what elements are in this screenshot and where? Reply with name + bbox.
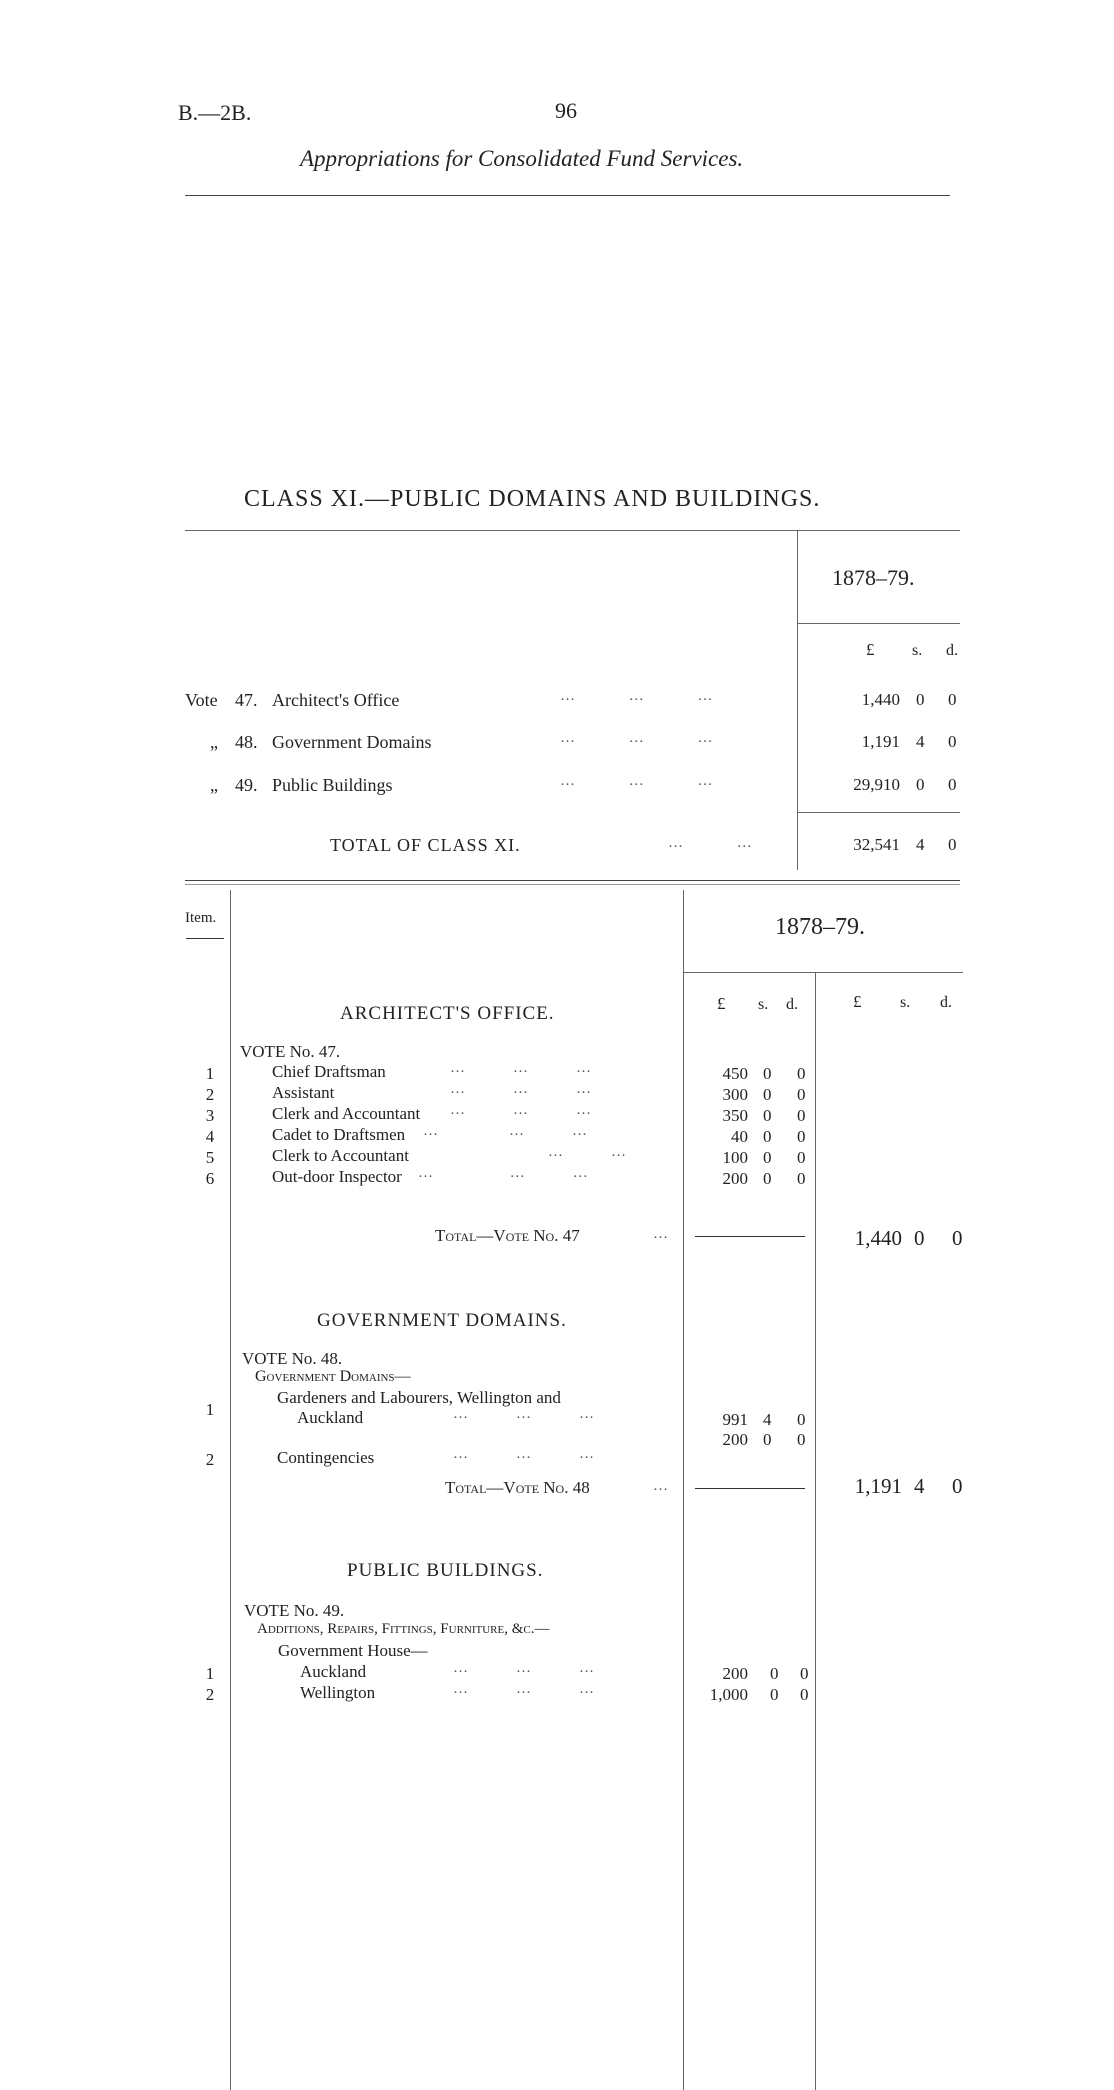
leader-dots: … … … <box>450 1060 593 1076</box>
summary-row-number: 47. <box>235 690 258 710</box>
summary-bottom-rule <box>185 880 960 881</box>
leader-dots: … … <box>668 835 754 851</box>
item-pence: 0 <box>797 1148 806 1167</box>
item-pounds: 450 <box>722 1064 748 1083</box>
item-shillings: 0 <box>763 1148 772 1167</box>
summary-row-pounds: 1,191 <box>861 732 900 751</box>
summary-column-divider <box>797 530 798 870</box>
leader-dots: … … … <box>453 1406 596 1422</box>
item-number: 2 <box>205 1685 215 1704</box>
summary-total-label: TOTAL OF CLASS XI. <box>330 835 521 855</box>
detail-inner-shillings-header: s. <box>758 996 769 1013</box>
vote-subheading: Additions, Repairs, Fittings, Furniture, &c.— <box>257 1621 550 1637</box>
leader-dots: … … … <box>560 688 715 704</box>
item-label: Wellington <box>300 1683 376 1702</box>
item-number: 1 <box>205 1664 215 1683</box>
item-shillings: 0 <box>763 1106 772 1125</box>
item-pence: 0 <box>797 1064 806 1083</box>
vote-total-pounds: 1,440 <box>854 1226 902 1250</box>
inner-amount-column-divider <box>815 972 816 2090</box>
vote-total-label: Total—Vote No. 47 <box>435 1226 580 1245</box>
item-pounds: 991 <box>722 1410 748 1429</box>
summary-row-shillings: 4 <box>916 732 925 751</box>
item-header-underline <box>186 938 224 939</box>
detail-year-header: 1878–79. <box>775 914 865 940</box>
item-label: Contingencies <box>277 1448 375 1467</box>
summary-row-label: Government Domains <box>272 732 432 752</box>
detail-inner-pence-header: d. <box>786 996 798 1013</box>
leader-dots: … … … <box>560 773 715 789</box>
item-pence: 0 <box>797 1085 806 1104</box>
leader-dots: … <box>653 1478 670 1494</box>
item-number: 4 <box>205 1127 215 1146</box>
item-pounds: 100 <box>722 1148 748 1167</box>
leader-dots: … … … <box>450 1102 593 1118</box>
summary-total-pounds: 32,541 <box>853 835 900 854</box>
summary-row-prefix: „ <box>210 732 218 752</box>
subtotal-rule <box>695 1236 805 1237</box>
item-number: 3 <box>205 1106 215 1125</box>
detail-year-rule <box>683 972 963 973</box>
summary-row-label: Public Buildings <box>272 775 393 795</box>
vote-label: VOTE No. 49. <box>244 1601 345 1620</box>
item-pence: 0 <box>797 1127 806 1146</box>
item-number: 2 <box>205 1450 215 1469</box>
summary-pounds-header: £ <box>866 640 875 659</box>
item-shillings: 0 <box>763 1064 772 1083</box>
summary-top-rule <box>185 530 960 531</box>
item-label-continued: Auckland <box>297 1408 364 1427</box>
item-label: Gardeners and Labourers, Wellington and <box>277 1388 561 1407</box>
vote-total-pounds: 1,191 <box>854 1474 902 1498</box>
leader-dots: … … … <box>450 1081 593 1097</box>
page-subtitle: Appropriations for Consolidated Fund Services. <box>300 146 744 171</box>
item-shillings: 4 <box>763 1410 772 1429</box>
leader-dots: … … … <box>453 1660 596 1676</box>
vote-total-shillings: 4 <box>914 1474 925 1498</box>
leader-dots: … <box>653 1226 670 1242</box>
detail-outer-shillings-header: s. <box>900 994 911 1011</box>
section-heading: GOVERNMENT DOMAINS. <box>317 1310 567 1331</box>
summary-row-number: 48. <box>235 732 258 752</box>
leader-dots: … … <box>548 1144 628 1160</box>
summary-row-pence: 0 <box>948 732 957 751</box>
item-label: Cadet to Draftsmen <box>272 1125 406 1144</box>
summary-row-shillings: 0 <box>916 690 925 709</box>
document-reference: B.—2B. <box>178 100 252 125</box>
description-column-divider <box>683 890 684 2090</box>
detail-inner-pounds-header: £ <box>717 994 726 1013</box>
item-pounds: 1,000 <box>709 1685 748 1704</box>
detail-outer-pounds-header: £ <box>853 992 862 1011</box>
vote-total-pence: 0 <box>952 1474 963 1498</box>
leader-dots: … … … <box>453 1446 596 1462</box>
item-pounds: 200 <box>722 1430 748 1449</box>
summary-bottom-rule-double <box>185 884 960 885</box>
summary-total-rule <box>797 812 960 813</box>
item-shillings: 0 <box>763 1430 772 1449</box>
summary-row-pounds: 29,910 <box>853 775 900 794</box>
summary-shillings-header: s. <box>912 642 923 659</box>
item-pence: 0 <box>797 1106 806 1125</box>
item-label: Chief Draftsman <box>272 1062 386 1081</box>
item-shillings: 0 <box>770 1685 779 1704</box>
item-pounds: 40 <box>731 1127 748 1146</box>
vote-subheading: Government Domains— <box>255 1368 411 1385</box>
item-pounds: 200 <box>722 1664 748 1683</box>
item-number: 1 <box>205 1064 215 1083</box>
item-pence: 0 <box>800 1685 809 1704</box>
vote-total-shillings: 0 <box>914 1226 925 1250</box>
item-pence: 0 <box>797 1430 806 1449</box>
section-heading: PUBLIC BUILDINGS. <box>347 1560 544 1581</box>
page-number: 96 <box>555 98 577 123</box>
vote-total-pence: 0 <box>952 1226 963 1250</box>
class-title: CLASS XI.—PUBLIC DOMAINS AND BUILDINGS. <box>244 486 821 512</box>
subtotal-rule <box>695 1488 805 1489</box>
section-heading: ARCHITECT'S OFFICE. <box>340 1003 555 1024</box>
item-shillings: 0 <box>763 1085 772 1104</box>
item-number: 6 <box>205 1169 215 1188</box>
summary-row-shillings: 0 <box>916 775 925 794</box>
item-column-divider <box>230 890 231 2090</box>
item-label: Assistant <box>272 1083 335 1102</box>
item-label: Auckland <box>300 1662 367 1681</box>
summary-row-prefix: „ <box>210 775 218 795</box>
detail-outer-pence-header: d. <box>940 994 952 1011</box>
item-number: 1 <box>205 1400 215 1419</box>
item-label: Clerk and Accountant <box>272 1104 421 1123</box>
item-shillings: 0 <box>763 1169 772 1188</box>
item-pounds: 350 <box>722 1106 748 1125</box>
summary-year-header: 1878–79. <box>832 565 915 590</box>
item-number: 5 <box>205 1148 215 1167</box>
summary-row-pence: 0 <box>948 690 957 709</box>
item-pounds: 200 <box>722 1169 748 1188</box>
leader-dots: … … … <box>423 1123 589 1139</box>
summary-row-number: 49. <box>235 775 258 795</box>
summary-row-pounds: 1,440 <box>861 690 900 709</box>
summary-year-rule <box>797 623 960 624</box>
vote-label: VOTE No. 48. <box>242 1349 343 1368</box>
header-rule <box>185 195 950 196</box>
leader-dots: … … … <box>560 730 715 746</box>
item-pounds: 300 <box>722 1085 748 1104</box>
summary-row-pence: 0 <box>948 775 957 794</box>
item-label: Clerk to Accountant <box>272 1146 409 1165</box>
item-shillings: 0 <box>770 1664 779 1683</box>
leader-dots: … … … <box>453 1681 596 1697</box>
item-pence: 0 <box>800 1664 809 1683</box>
item-column-header: Item. <box>185 910 217 926</box>
item-label: Out-door Inspector <box>272 1167 402 1186</box>
summary-total-pence: 0 <box>948 835 957 854</box>
item-number: 2 <box>205 1085 215 1104</box>
vote-subheading-2: Government House— <box>278 1641 428 1660</box>
summary-total-shillings: 4 <box>916 835 925 854</box>
vote-total-label: Total—Vote No. 48 <box>445 1478 590 1497</box>
item-pence: 0 <box>797 1410 806 1429</box>
summary-row-label: Architect's Office <box>272 690 400 710</box>
summary-row-prefix: Vote <box>185 690 218 710</box>
summary-pence-header: d. <box>946 642 958 659</box>
item-pence: 0 <box>797 1169 806 1188</box>
item-shillings: 0 <box>763 1127 772 1146</box>
vote-label: VOTE No. 47. <box>240 1042 341 1061</box>
leader-dots: … … … <box>418 1165 590 1181</box>
